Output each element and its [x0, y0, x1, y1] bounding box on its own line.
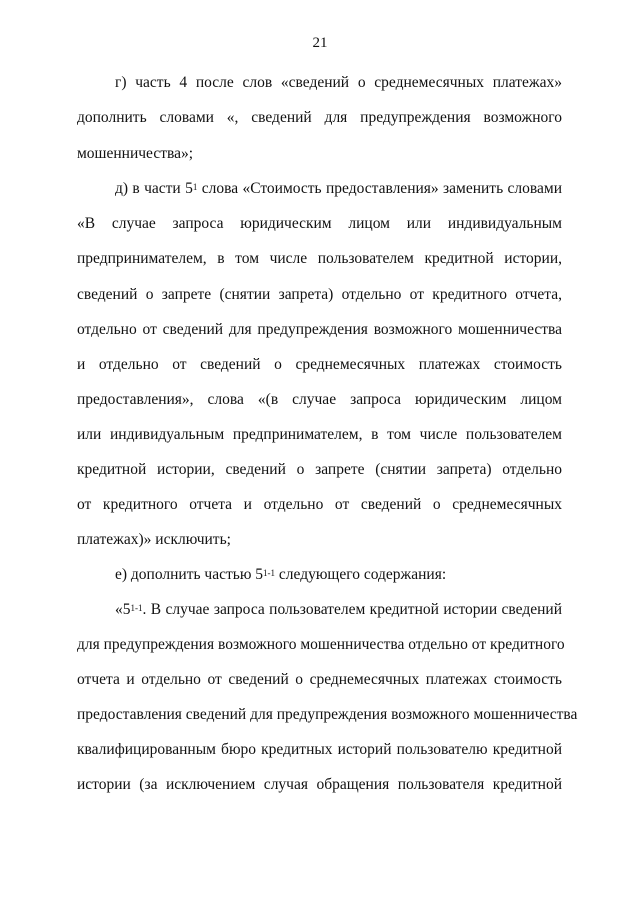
page-number: 21	[312, 35, 328, 51]
text-line: г) часть 4 после слов «сведений о среднемесячных платежах»	[115, 74, 562, 91]
text-line: предпринимателем, в том числе пользователем кредитной истории,	[77, 250, 562, 267]
text-line: кредитной истории, сведений о запрете (снятии запрета) отдельно	[77, 461, 562, 478]
text-line: д) в части $5^1$ слова «Стоимость предоставления» заменить словами	[115, 180, 562, 197]
text-line: для предупреждения возможного мошенничества отдельно от кредитного	[77, 636, 565, 653]
superscript: 1-1	[130, 603, 143, 613]
text-line: квалифицированным бюро кредитных историй пользователю кредитной	[77, 741, 562, 758]
text-line: е) дополнить частью 5$^{1-1}$ следующего содержания:	[115, 566, 447, 583]
text-line: истории (за исключением случая обращения пользователя кредитной	[77, 776, 562, 793]
text-line: и отдельно от сведений о среднемесячных платежах стоимость	[77, 356, 562, 373]
text-line: или индивидуальным предпринимателем, в том числе пользователем	[77, 426, 562, 443]
text-line: предоставления сведений для предупреждения возможного мошенничества	[77, 706, 578, 723]
text-line: платежах)» исключить;	[77, 531, 231, 548]
text-line: дополнить словами «, сведений для предупреждения возможного	[77, 109, 562, 126]
text-line: «5$^{1-1}$. В случае запроса пользователем кредитной истории сведений	[115, 601, 562, 618]
text-line: отдельно от сведений для предупреждения возможного мошенничества	[77, 321, 562, 338]
superscript: 1-1	[263, 568, 276, 578]
text-line: «В случае запроса юридическим лицом или индивидуальным	[77, 215, 562, 232]
text-line: отчета и отдельно от сведений о среднемесячных платежах стоимость	[77, 671, 562, 688]
text-line: от кредитного отчета и отдельно от сведений о среднемесячных	[77, 496, 562, 513]
superscript: 1	[192, 182, 198, 192]
text-line: сведений о запрете (снятии запрета) отдельно от кредитного отчета,	[77, 286, 562, 303]
text-line: предоставления», слова «(в случае запроса юридическим лицом	[77, 391, 562, 408]
text-line: мошенничества»;	[77, 145, 194, 162]
